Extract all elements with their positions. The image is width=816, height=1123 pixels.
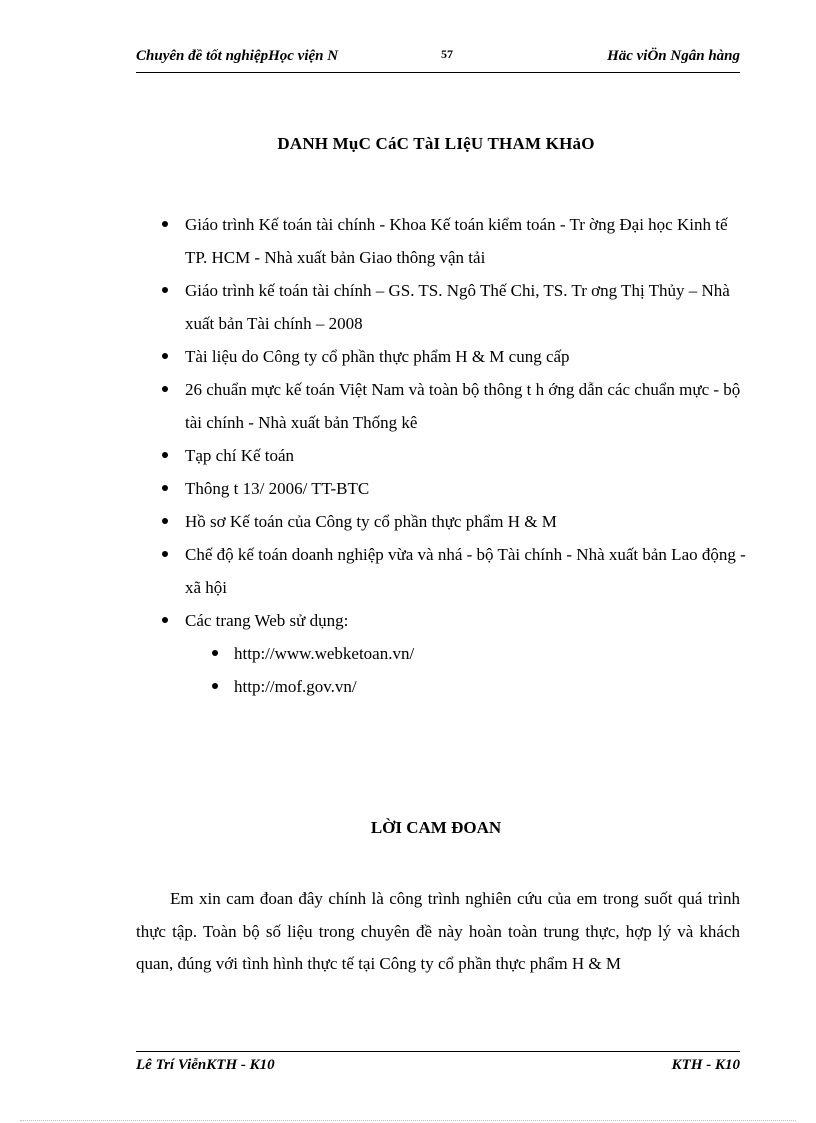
bullet-icon <box>162 551 168 557</box>
list-item: Thông t 13/ 2006/ TT-BTC <box>160 472 750 505</box>
websites-list <box>185 637 750 703</box>
header-rule <box>136 72 740 73</box>
list-item: Giáo trình kế toán tài chính – GS. TS. Ngô Thế Chi, TS. Tr ơng Thị Thủy – Nhà xuất bản Tài chính – 2008 <box>160 274 750 340</box>
commitment-paragraph: Em xin cam đoan đây chính là công trình nghiên cứu của em trong suốt quá trình thực tập. Toàn bộ số liệu trong chuyên đề này hoàn toàn trung thực, hợp lý và khách quan, đúng với tình hình thực tế tại Công ty cổ phần thực phẩm H & M <box>136 889 740 973</box>
page-number: 57 <box>441 47 453 61</box>
list-item: Tạp chí Kế toán <box>160 439 750 472</box>
page-header <box>136 48 740 70</box>
list-item: Tài liệu do Công ty cổ phần thực phẩm H & M cung cấp <box>160 340 750 373</box>
bullet-icon <box>162 287 168 293</box>
page-footer <box>136 1057 740 1079</box>
list-item: Các trang Web sử dụng: http://www.webketoan.vn/ http://mof.gov.vn/ <box>160 604 750 703</box>
header-left-text: Chuyên đề tốt nghiệpHọc viện N <box>136 48 339 64</box>
list-item: Giáo trình Kế toán tài chính - Khoa Kế toán kiểm toán - Tr ờng Đại học Kinh tế TP. HCM - Nhà xuất bản Giao thông vận tải <box>160 208 750 274</box>
footer-rule <box>136 1051 740 1052</box>
header-right-text: Häc viÖn Ngân hàng <box>607 48 740 64</box>
footer-left-text: Lê Trí ViễnKTH - K10 <box>136 1057 275 1073</box>
bullet-icon <box>162 386 168 392</box>
website-link[interactable]: http://mof.gov.vn/ <box>185 670 750 703</box>
bullet-icon <box>162 452 168 458</box>
bullet-icon <box>162 221 168 227</box>
bullet-icon <box>162 353 168 359</box>
bullet-icon <box>162 617 168 623</box>
list-item: Chế độ kế toán doanh nghiệp vừa và nhá - bộ Tài chính - Nhà xuất bản Lao động - xã hội <box>160 538 750 604</box>
page-bottom-dotted-line <box>20 1120 796 1121</box>
list-item: Hồ sơ Kế toán của Công ty cổ phần thực phẩm H & M <box>160 505 750 538</box>
bullet-icon <box>212 650 218 656</box>
bullet-icon <box>212 683 218 689</box>
references-list <box>160 208 750 703</box>
footer-right-text: KTH - K10 <box>671 1057 740 1073</box>
references-title: DANH MụC CáC TàI LIệU THAM KHảO <box>277 134 595 153</box>
bullet-icon <box>162 518 168 524</box>
bullet-icon <box>162 485 168 491</box>
commitment-title: LỜI CAM ĐOAN <box>370 818 502 837</box>
list-item: 26 chuẩn mực kế toán Việt Nam và toàn bộ thông t h ớng dẫn các chuẩn mực - bộ tài chính - Nhà xuất bản Thống kê <box>160 373 750 439</box>
website-link[interactable]: http://www.webketoan.vn/ <box>185 637 750 670</box>
